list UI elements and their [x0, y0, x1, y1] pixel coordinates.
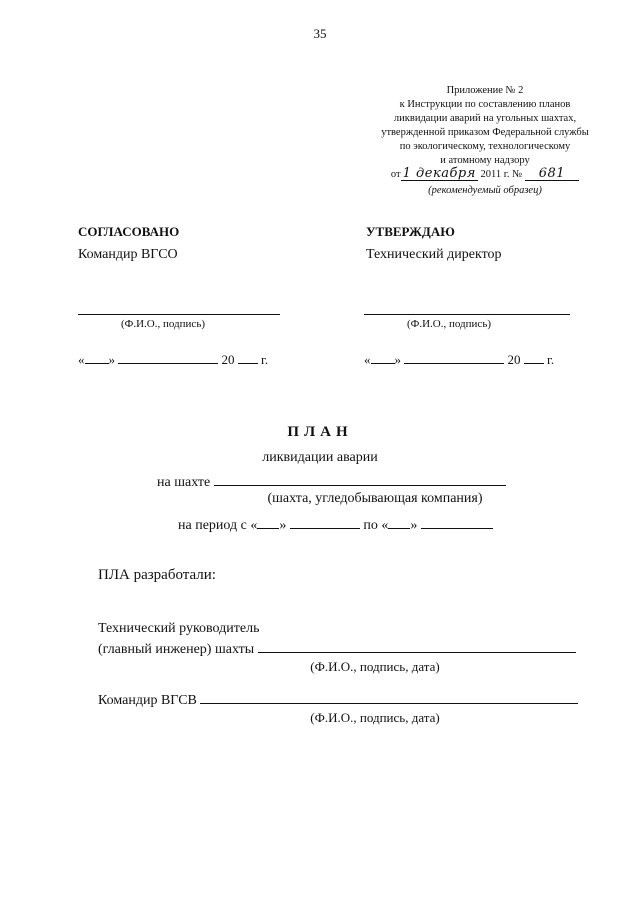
appendix-line: к Инструкции по составлению планов	[399, 99, 571, 110]
handwritten-order-number: 681	[525, 168, 579, 181]
appendix-line: Приложение № 2	[446, 85, 524, 96]
appendix-line: и атомному надзору	[440, 155, 530, 166]
agreed-signature-line	[78, 314, 280, 315]
appendix-line: утвержденной приказом Федеральной службы	[381, 127, 589, 138]
year-suffix: г.	[547, 352, 555, 367]
tech-manager-line2: (главный инженер) шахты	[98, 642, 255, 657]
period-close-1: »	[279, 518, 287, 533]
year-blank	[524, 352, 544, 364]
sample-note: (рекомендуемый образец)	[428, 185, 542, 196]
quote-open: «	[78, 352, 85, 367]
appendix-header	[350, 84, 620, 198]
plan-title: ПЛАН	[287, 424, 353, 440]
year-prefix: 20	[507, 352, 521, 367]
appendix-line: по экологическому, технологическому	[399, 141, 571, 152]
period-end-month-blank	[421, 517, 493, 529]
approve-signature-line	[364, 314, 570, 315]
tech-manager-line1: Технический руководитель	[98, 621, 260, 636]
mine-blank	[214, 474, 506, 486]
commander-blank	[200, 692, 578, 704]
day-blank	[85, 352, 109, 364]
commander-row	[98, 692, 578, 709]
quote-open: «	[364, 352, 371, 367]
period-to: по «	[363, 518, 389, 533]
mine-caption: (шахта, угледобывающая компания)	[267, 491, 483, 506]
year-prefix: 20	[221, 352, 235, 367]
page-number: 35	[313, 26, 327, 41]
period-row	[178, 517, 493, 534]
tech-manager-row	[98, 641, 576, 658]
period-close-2: »	[410, 518, 418, 533]
agreed-position: Командир ВГСО	[78, 247, 178, 262]
tech-manager-caption: (Ф.И.О., подпись, дата)	[310, 659, 440, 674]
month-blank	[118, 352, 218, 364]
approve-date-row	[364, 352, 554, 368]
date-year: 2011 г. №	[480, 169, 523, 180]
commander-label: Командир ВГСВ	[98, 693, 197, 708]
appendix-line: ликвидации аварий на угольных шахтах,	[393, 113, 577, 124]
period-end-day-blank	[388, 517, 410, 529]
approve-signature-caption: (Ф.И.О., подпись)	[407, 318, 491, 330]
mine-label: на шахте	[157, 475, 211, 490]
agreed-signature-caption: (Ф.И.О., подпись)	[121, 318, 205, 330]
day-blank	[371, 352, 395, 364]
year-suffix: г.	[261, 352, 269, 367]
approve-heading: УТВЕРЖДАЮ	[366, 224, 455, 239]
commander-caption: (Ф.И.О., подпись, дата)	[310, 710, 440, 725]
period-start-month-blank	[290, 517, 360, 529]
month-blank	[404, 352, 504, 364]
handwritten-date: 1 декабря	[402, 166, 476, 181]
mine-row	[157, 474, 506, 491]
approve-position: Технический директор	[366, 247, 502, 262]
year-blank	[238, 352, 258, 364]
period-start-day-blank	[257, 517, 279, 529]
agreed-date-row	[78, 352, 268, 368]
plan-subtitle: ликвидации аварии	[262, 450, 378, 465]
period-label: на период с «	[178, 518, 258, 533]
quote-close: »	[108, 352, 115, 367]
appendix-date-line	[350, 168, 620, 184]
developers-heading: ПЛА разработали:	[98, 567, 216, 583]
tech-manager-blank	[258, 641, 576, 653]
quote-close: »	[394, 352, 401, 367]
date-prefix: от	[390, 169, 401, 180]
agreed-heading: СОГЛАСОВАНО	[78, 224, 180, 239]
